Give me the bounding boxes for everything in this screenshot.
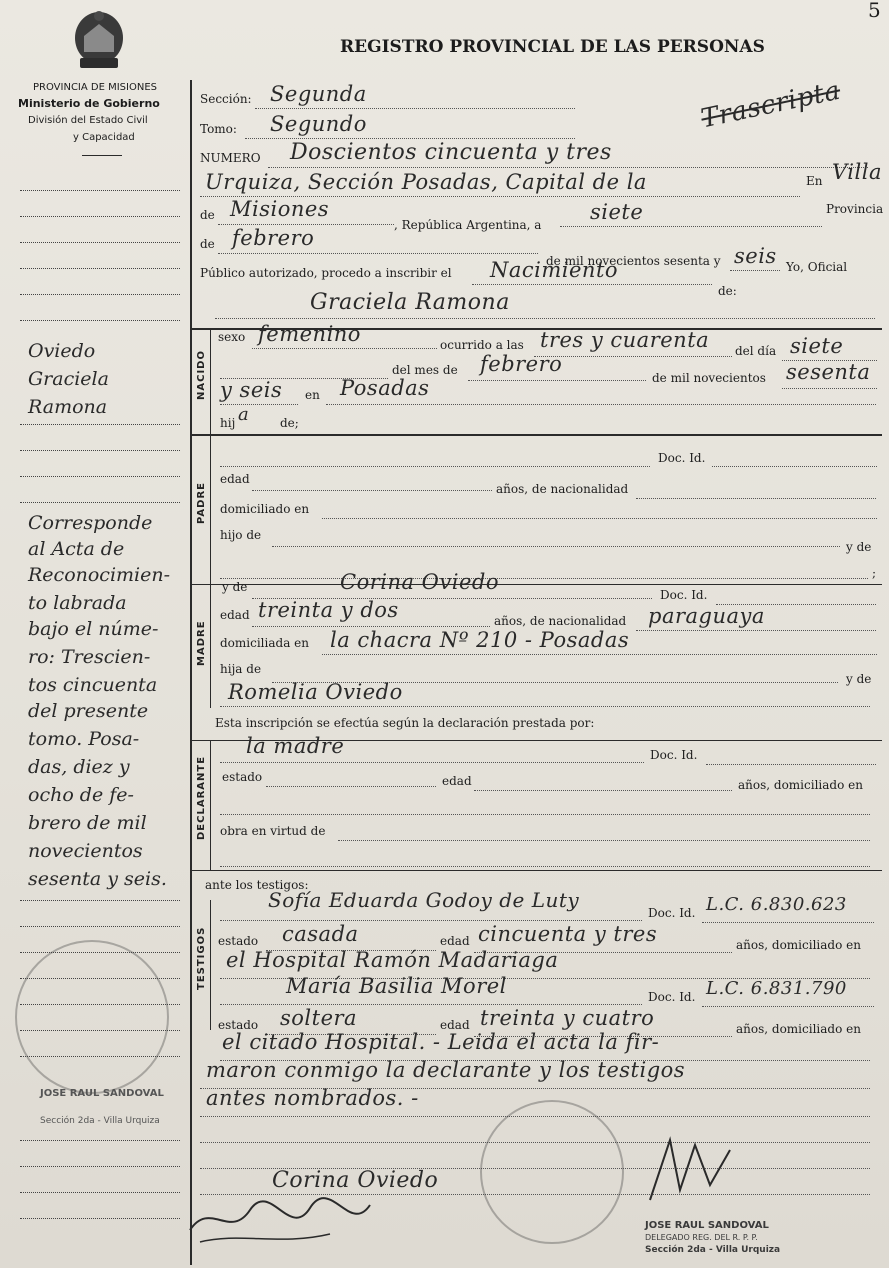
oficial-title: DELEGADO REG. DEL R. P. P. bbox=[645, 1233, 758, 1242]
place-value: Urquiza, Sección Posadas, Capital de la bbox=[205, 170, 647, 194]
madre-hija-value: Romelia Oviedo bbox=[228, 680, 403, 704]
tomo-label: Tomo: bbox=[200, 122, 237, 136]
padre-domicilio-label: domiciliado en bbox=[220, 502, 310, 516]
en-value: Villa bbox=[832, 160, 882, 184]
testigos-intro: ante los testigos: bbox=[205, 878, 309, 892]
org-capacity: y Capacidad bbox=[73, 132, 135, 143]
de3-label: de: bbox=[718, 284, 737, 298]
padre-section-label: PADRE bbox=[196, 482, 207, 524]
page-number: 5 bbox=[868, 0, 881, 22]
margin-note-line: to labrada bbox=[28, 592, 127, 614]
madre-nacionalidad-label: años, de nacionalidad bbox=[494, 614, 627, 628]
madre-section-label: MADRE bbox=[196, 620, 207, 666]
mes-nacido-value: febrero bbox=[480, 352, 563, 376]
testigo1-domicilio: el Hospital Ramón Madariaga bbox=[226, 948, 559, 972]
testigos-top-rule bbox=[192, 870, 882, 871]
margin-note-line: ocho de fe- bbox=[28, 784, 134, 806]
signature-declarante: Corina Oviedo bbox=[272, 1168, 439, 1193]
testigo2-docid-label: Doc. Id. bbox=[648, 990, 696, 1004]
madre-edad-label: edad bbox=[220, 608, 250, 622]
madre-domicilio-value: la chacra Nº 210 - Posadas bbox=[330, 628, 630, 652]
numero-value: Doscientos cincuenta y tres bbox=[290, 140, 612, 165]
coat-of-arms-icon bbox=[70, 8, 128, 80]
testigo1-edad: cincuenta y tres bbox=[478, 922, 658, 946]
margin-note-line: tomo. Posa- bbox=[28, 728, 140, 750]
nacido-section-label: NACIDO bbox=[196, 350, 207, 400]
dia-value: siete bbox=[590, 200, 644, 224]
dia-nacido-value: siete bbox=[790, 334, 844, 358]
testigos-section-label: TESTIGOS bbox=[196, 926, 207, 990]
declarante-estado-label: estado bbox=[222, 770, 263, 784]
oficial-place: Sección 2da - Villa Urquiza bbox=[645, 1245, 781, 1255]
right-round-stamp bbox=[480, 1100, 624, 1244]
mil-label: de mil novecientos sesenta y bbox=[546, 254, 721, 268]
testigo1-nombre: Sofía Eduarda Godoy de Luty bbox=[268, 888, 580, 912]
anio-nacido-value-a: sesenta bbox=[786, 360, 871, 384]
testigo1-domicilio-label: años, domiciliado en bbox=[736, 938, 861, 952]
madre-nacionalidad-value: paraguaya bbox=[648, 604, 765, 628]
margin-name-1: Oviedo bbox=[28, 340, 96, 362]
main-vertical-rule bbox=[190, 80, 192, 1265]
margin-note-line: bajo el núme- bbox=[28, 618, 159, 640]
testigo2-estado: soltera bbox=[280, 1006, 358, 1030]
del-dia-label: del día bbox=[735, 344, 777, 358]
hij-de-label: de; bbox=[280, 416, 299, 430]
left-round-stamp bbox=[15, 940, 169, 1094]
cierre-line-2: antes nombrados. - bbox=[206, 1086, 419, 1110]
signature-scribble-icon bbox=[180, 1190, 380, 1254]
testigo2-nombre: María Basilia Morel bbox=[286, 974, 507, 998]
org-ministry: Ministerio de Gobierno bbox=[18, 97, 160, 110]
seccion-value: Segunda bbox=[270, 82, 367, 106]
declarante-domicilio-label: años, domiciliado en bbox=[738, 778, 863, 792]
madre-docid-label: Doc. Id. bbox=[660, 588, 708, 602]
declarante-side-rule bbox=[210, 740, 211, 870]
en-label: En bbox=[806, 174, 823, 188]
testigo1-estado-label: estado bbox=[218, 934, 259, 948]
oficial-label: Yo, Oficial bbox=[786, 260, 848, 274]
margin-note-line: brero de mil bbox=[28, 812, 147, 834]
official-signature-icon bbox=[640, 1130, 750, 1214]
declarante-nombre-value: la madre bbox=[246, 734, 345, 758]
madre-side-rule bbox=[210, 584, 211, 708]
madre-yde-label: y de bbox=[222, 580, 248, 594]
org-province: PROVINCIA DE MISIONES bbox=[33, 82, 157, 93]
margin-note-line: Reconocimien- bbox=[28, 564, 171, 586]
padre-yde-label: y de bbox=[846, 540, 872, 554]
margin-note-line: al Acta de bbox=[28, 538, 125, 560]
padre-edad-label: edad bbox=[220, 472, 250, 486]
testigo1-docid-label: Doc. Id. bbox=[648, 906, 696, 920]
document-page: 5 PROVINCIA DE MISIONES Ministerio de Gobierno División del Estado Civil y Capacidad REGISTRO PROVINCIAL DE LAS PERSONAS Trascripta Oviedo Graciela Ramona Corresponde al Acta de Reconocimien- to labrada bajo el núme- ro: Trescien- tos cincuenta del presente tomo. Posa- das, diez y ocho de fe- brero de mil novecientos sesenta y seis. Sección: Segunda Tomo: Segundo NUMERO Doscientos cincuenta y tres Urquiza, Sección Posadas, Capital de la En Villa de Misiones , República Argentina, a siete Provincia de febrero de mil novecientos sesenta y seis Yo, Oficial Público autorizado, procedo a inscribir el Nacimiento de: Graciela Ramona NACIDO sexo femenino ocurrido a las tres y cuarenta del día siete del mes de febrero de mil novecientos sesenta y seis en Posadas hij a de; PADRE Doc. Id. edad años, de nacionalidad domiciliado en hijo de y de ; MADRE y de Corina Oviedo Doc. Id. edad treinta y dos años, de nacionalidad paraguaya domiciliada en la chacra Nº 210 - Posadas hija de y de Romelia Oviedo Esta inscripción se efectúa según la declaración prestada por: DECLARANTE la madre Doc. Id. estado edad años, domiciliado en obra en virtud de ante los testigos: TESTIGOS Sofía Eduarda Godoy de Luty Doc. Id. L.C. 6.830.623 estado casada edad cincuenta y tres años, domiciliado en el Hospital Ramón Madariaga María Basilia Morel Doc. Id. L.C. 6.831.790 estado soltera edad treinta y cuatro años, domiciliado en el citado Hospital. - Leida el acta la fir- maron conmigo la declarante y los testigos antes nombrados. - Corina Oviedo JOSE RAUL SANDOVAL DELEGADO REG. DEL R. P. P. Sección 2da - Villa Urquiza JOSE RAUL SANDOVAL Sección 2da - Villa Urquiza bbox=[0, 0, 889, 1268]
margin-note-line: del presente bbox=[28, 700, 149, 722]
annotation-trascripta: Trascripta bbox=[698, 75, 844, 135]
publico-label: Público autorizado, procedo a inscribir el bbox=[200, 266, 452, 280]
padre-side-rule bbox=[210, 434, 211, 584]
org-division: División del Estado Civil bbox=[28, 115, 148, 126]
padre-docid-label: Doc. Id. bbox=[658, 451, 706, 465]
declarante-obra-label: obra en virtud de bbox=[220, 824, 326, 838]
hij-label: hij bbox=[220, 416, 236, 430]
declarante-section-label: DECLARANTE bbox=[196, 755, 207, 840]
margin-note-line: sesenta y seis. bbox=[28, 868, 167, 890]
republica-label: , República Argentina, a bbox=[394, 218, 542, 232]
ocurrido-label: ocurrido a las bbox=[440, 338, 524, 352]
margin-note-line: ro: Trescien- bbox=[28, 646, 151, 668]
numero-label: NUMERO bbox=[200, 151, 261, 165]
de-label: de bbox=[200, 208, 215, 222]
tomo-value: Segundo bbox=[270, 112, 367, 136]
nombre-value: Graciela Ramona bbox=[310, 290, 510, 315]
stamp-left-place: Sección 2da - Villa Urquiza bbox=[40, 1116, 160, 1126]
provincia-label: Provincia bbox=[826, 202, 884, 216]
nacido-side-rule bbox=[210, 328, 211, 434]
madre-nombre-value: Corina Oviedo bbox=[340, 570, 499, 594]
sexo-value: femenino bbox=[258, 322, 361, 346]
madre-top-rule bbox=[192, 584, 882, 585]
testigo2-doc: L.C. 6.831.790 bbox=[706, 978, 847, 999]
de-value: Misiones bbox=[230, 197, 330, 221]
madre-domicilio-label: domiciliada en bbox=[220, 636, 309, 650]
hij-value: a bbox=[238, 404, 250, 425]
testigo1-estado: casada bbox=[282, 922, 359, 946]
margin-note-line: Corresponde bbox=[28, 512, 153, 534]
padre-hijo-label: hijo de bbox=[220, 528, 262, 542]
madre-edad-value: treinta y dos bbox=[258, 598, 399, 622]
margin-name-3: Ramona bbox=[28, 396, 108, 418]
hora-value: tres y cuarenta bbox=[540, 328, 710, 352]
del-mes-label: del mes de bbox=[392, 363, 458, 377]
de2-label: de bbox=[200, 237, 215, 251]
testigo2-edad: treinta y cuatro bbox=[480, 1006, 655, 1030]
testigo2-edad-label: edad bbox=[440, 1018, 470, 1032]
madre-hija-label: hija de bbox=[220, 662, 262, 676]
margin-note-line: das, diez y bbox=[28, 756, 130, 778]
sexo-label: sexo bbox=[218, 330, 246, 344]
padre-top-rule bbox=[192, 434, 882, 436]
mes-value: febrero bbox=[232, 226, 315, 250]
testigo1-edad-label: edad bbox=[440, 934, 470, 948]
seccion-label: Sección: bbox=[200, 92, 252, 106]
madre-yde2-label: y de bbox=[846, 672, 872, 686]
stamp-left-name: JOSE RAUL SANDOVAL bbox=[40, 1088, 164, 1099]
page-title: REGISTRO PROVINCIAL DE LAS PERSONAS bbox=[340, 37, 765, 57]
testigo1-doc: L.C. 6.830.623 bbox=[706, 894, 847, 915]
margin-note-line: tos cincuenta bbox=[28, 674, 158, 696]
acto-value: Nacimiento bbox=[490, 258, 619, 282]
header-divider bbox=[82, 155, 122, 156]
declarante-intro: Esta inscripción se efectúa según la declaración prestada por: bbox=[215, 716, 595, 730]
cierre-line-1: maron conmigo la declarante y los testigos bbox=[206, 1058, 686, 1082]
testigo2-estado-label: estado bbox=[218, 1018, 259, 1032]
en-nacido-label: en bbox=[305, 388, 320, 402]
oficial-name: JOSE RAUL SANDOVAL bbox=[645, 1220, 769, 1231]
testigo2-domicilio: el citado Hospital. - Leida el acta la fir- bbox=[222, 1030, 660, 1054]
mil-nacido-label: de mil novecientos bbox=[652, 371, 766, 385]
declarante-edad-label: edad bbox=[442, 774, 472, 788]
testigos-side-rule bbox=[210, 900, 211, 1030]
anio-nacido-value-b: y seis bbox=[220, 378, 283, 402]
padre-nacionalidad-label: años, de nacionalidad bbox=[496, 482, 629, 496]
declarante-docid-label: Doc. Id. bbox=[650, 748, 698, 762]
margin-name-2: Graciela bbox=[28, 368, 109, 390]
anio-value: seis bbox=[734, 244, 777, 268]
testigo2-domicilio-label: años, domiciliado en bbox=[736, 1022, 861, 1036]
margin-note-line: novecientos bbox=[28, 840, 143, 862]
lugar-value: Posadas bbox=[340, 376, 430, 400]
